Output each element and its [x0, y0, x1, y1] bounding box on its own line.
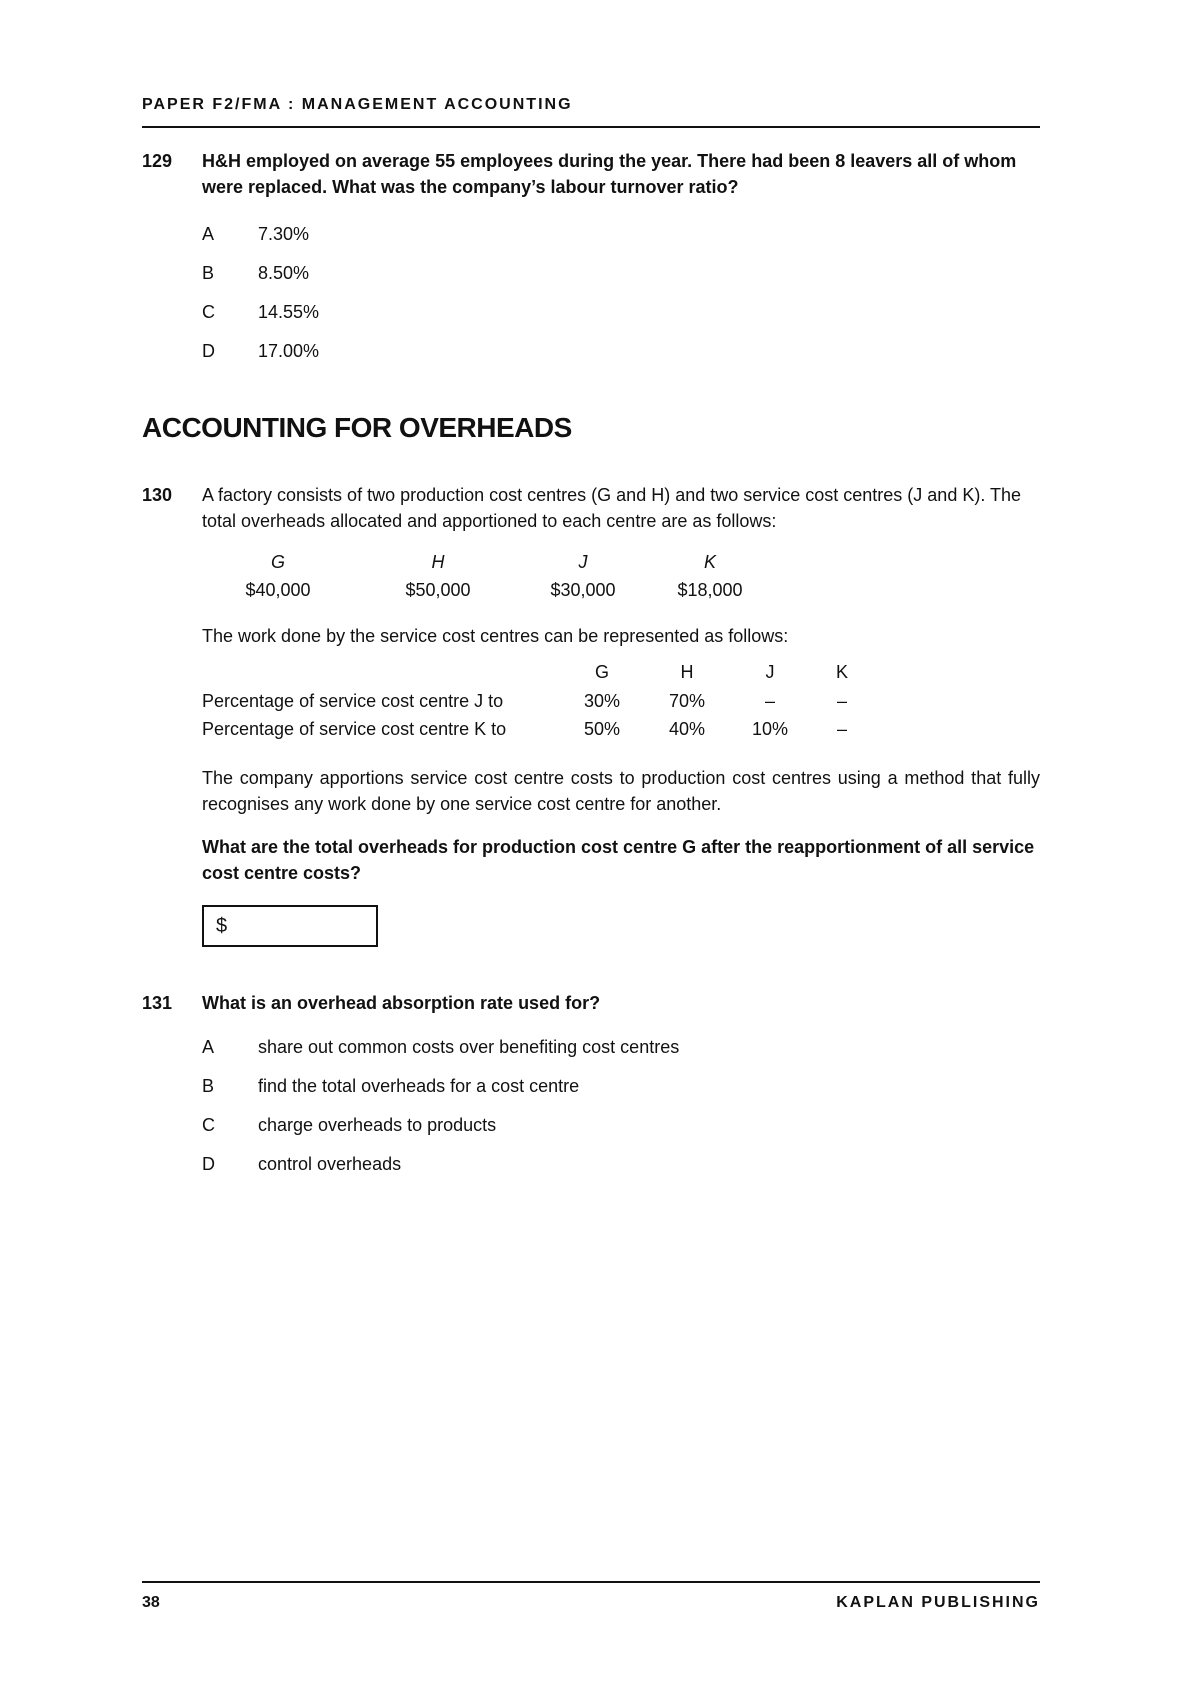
option-a[interactable]: [202, 1037, 679, 1076]
table-cell: 50%: [583, 719, 621, 739]
option-letter: B: [202, 1076, 215, 1096]
table-cell: 40%: [668, 719, 706, 739]
table-row: [202, 719, 882, 747]
question-number: 129: [142, 151, 173, 171]
question-130: [142, 482, 1040, 534]
centre-name: J: [578, 552, 588, 572]
table-header-row: [202, 662, 848, 690]
option-text: 8.50%: [258, 263, 310, 283]
table-cell: –: [764, 691, 775, 711]
question-text: H&H employed on average 55 employees during the year. There had been 8 leavers all of whom were replaced. What was the company’s labour turnover ratio?: [202, 151, 1017, 197]
centre-name: K: [703, 552, 716, 572]
currency-prefix: $: [216, 915, 228, 937]
centre-amount: $30,000: [550, 580, 616, 600]
table-row: [202, 691, 882, 719]
option-letter: C: [202, 302, 215, 322]
table-header: H: [680, 662, 694, 682]
table-header: J: [765, 662, 775, 682]
work-intro: The work done by the service cost centres can be represented as follows:: [202, 626, 789, 646]
row-label: Percentage of service cost centre J to: [202, 691, 504, 711]
centre-amount: $40,000: [245, 580, 311, 600]
row-label: Percentage of service cost centre K to: [202, 719, 507, 739]
option-text: share out common costs over benefiting cost centres: [258, 1037, 680, 1057]
question-129: [142, 148, 1040, 200]
question-intro: A factory consists of two production cost centres (G and H) and two service cost centres (J and K). The total overheads allocated and apportioned to each centre are as follows:: [202, 485, 1022, 531]
table-cell: –: [836, 691, 847, 711]
option-d[interactable]: [202, 1154, 679, 1193]
page-number: 38: [142, 1594, 160, 1611]
footer-rule: [142, 1581, 1040, 1583]
option-letter: D: [202, 341, 215, 361]
question-number: 131: [142, 993, 173, 1013]
option-text: control overheads: [258, 1154, 402, 1174]
option-b[interactable]: [202, 263, 319, 302]
centre-amount: $18,000: [677, 580, 743, 600]
centre-name: H: [431, 552, 445, 572]
table-header: G: [594, 662, 609, 682]
question-number: 130: [142, 485, 173, 505]
question-text: What is an overhead absorption rate used for?: [202, 993, 601, 1013]
header-rule: [142, 126, 1040, 128]
option-letter: A: [202, 1037, 215, 1057]
option-a[interactable]: [202, 224, 319, 263]
table-cell: 30%: [583, 691, 621, 711]
option-text: 14.55%: [258, 302, 320, 322]
table-cell: 70%: [668, 691, 706, 711]
table-cell: 10%: [751, 719, 789, 739]
option-text: find the total overheads for a cost centre: [258, 1076, 580, 1096]
q131-options: [202, 1037, 679, 1193]
option-letter: D: [202, 1154, 215, 1174]
option-c[interactable]: [202, 1115, 679, 1154]
option-d[interactable]: [202, 341, 319, 380]
running-header: PAPER F2/FMA : MANAGEMENT ACCOUNTING: [142, 96, 573, 113]
option-b[interactable]: [202, 1076, 679, 1115]
publisher-name: KAPLAN PUBLISHING: [836, 1594, 1040, 1611]
question-prompt: What are the total overheads for production cost centre G after the reapportionment of all service cost centre costs?: [202, 837, 1035, 883]
option-c[interactable]: [202, 302, 319, 341]
q129-options: [202, 224, 319, 380]
option-text: charge overheads to products: [258, 1115, 497, 1135]
centre-name: G: [270, 552, 285, 572]
section-title: ACCOUNTING FOR OVERHEADS: [142, 412, 572, 443]
option-text: 7.30%: [258, 224, 310, 244]
question-131: [142, 990, 1040, 1016]
method-text: The company apportions service cost centre costs to production cost centres using a method that fully recognises any work done by one service cost centre for another.: [202, 768, 1040, 814]
answer-input-box[interactable]: [202, 905, 378, 947]
table-header: K: [835, 662, 848, 682]
option-letter: B: [202, 263, 215, 283]
centre-amount: $50,000: [405, 580, 471, 600]
table-cell: –: [836, 719, 847, 739]
option-letter: C: [202, 1115, 215, 1135]
option-letter: A: [202, 224, 215, 244]
option-text: 17.00%: [258, 341, 320, 361]
